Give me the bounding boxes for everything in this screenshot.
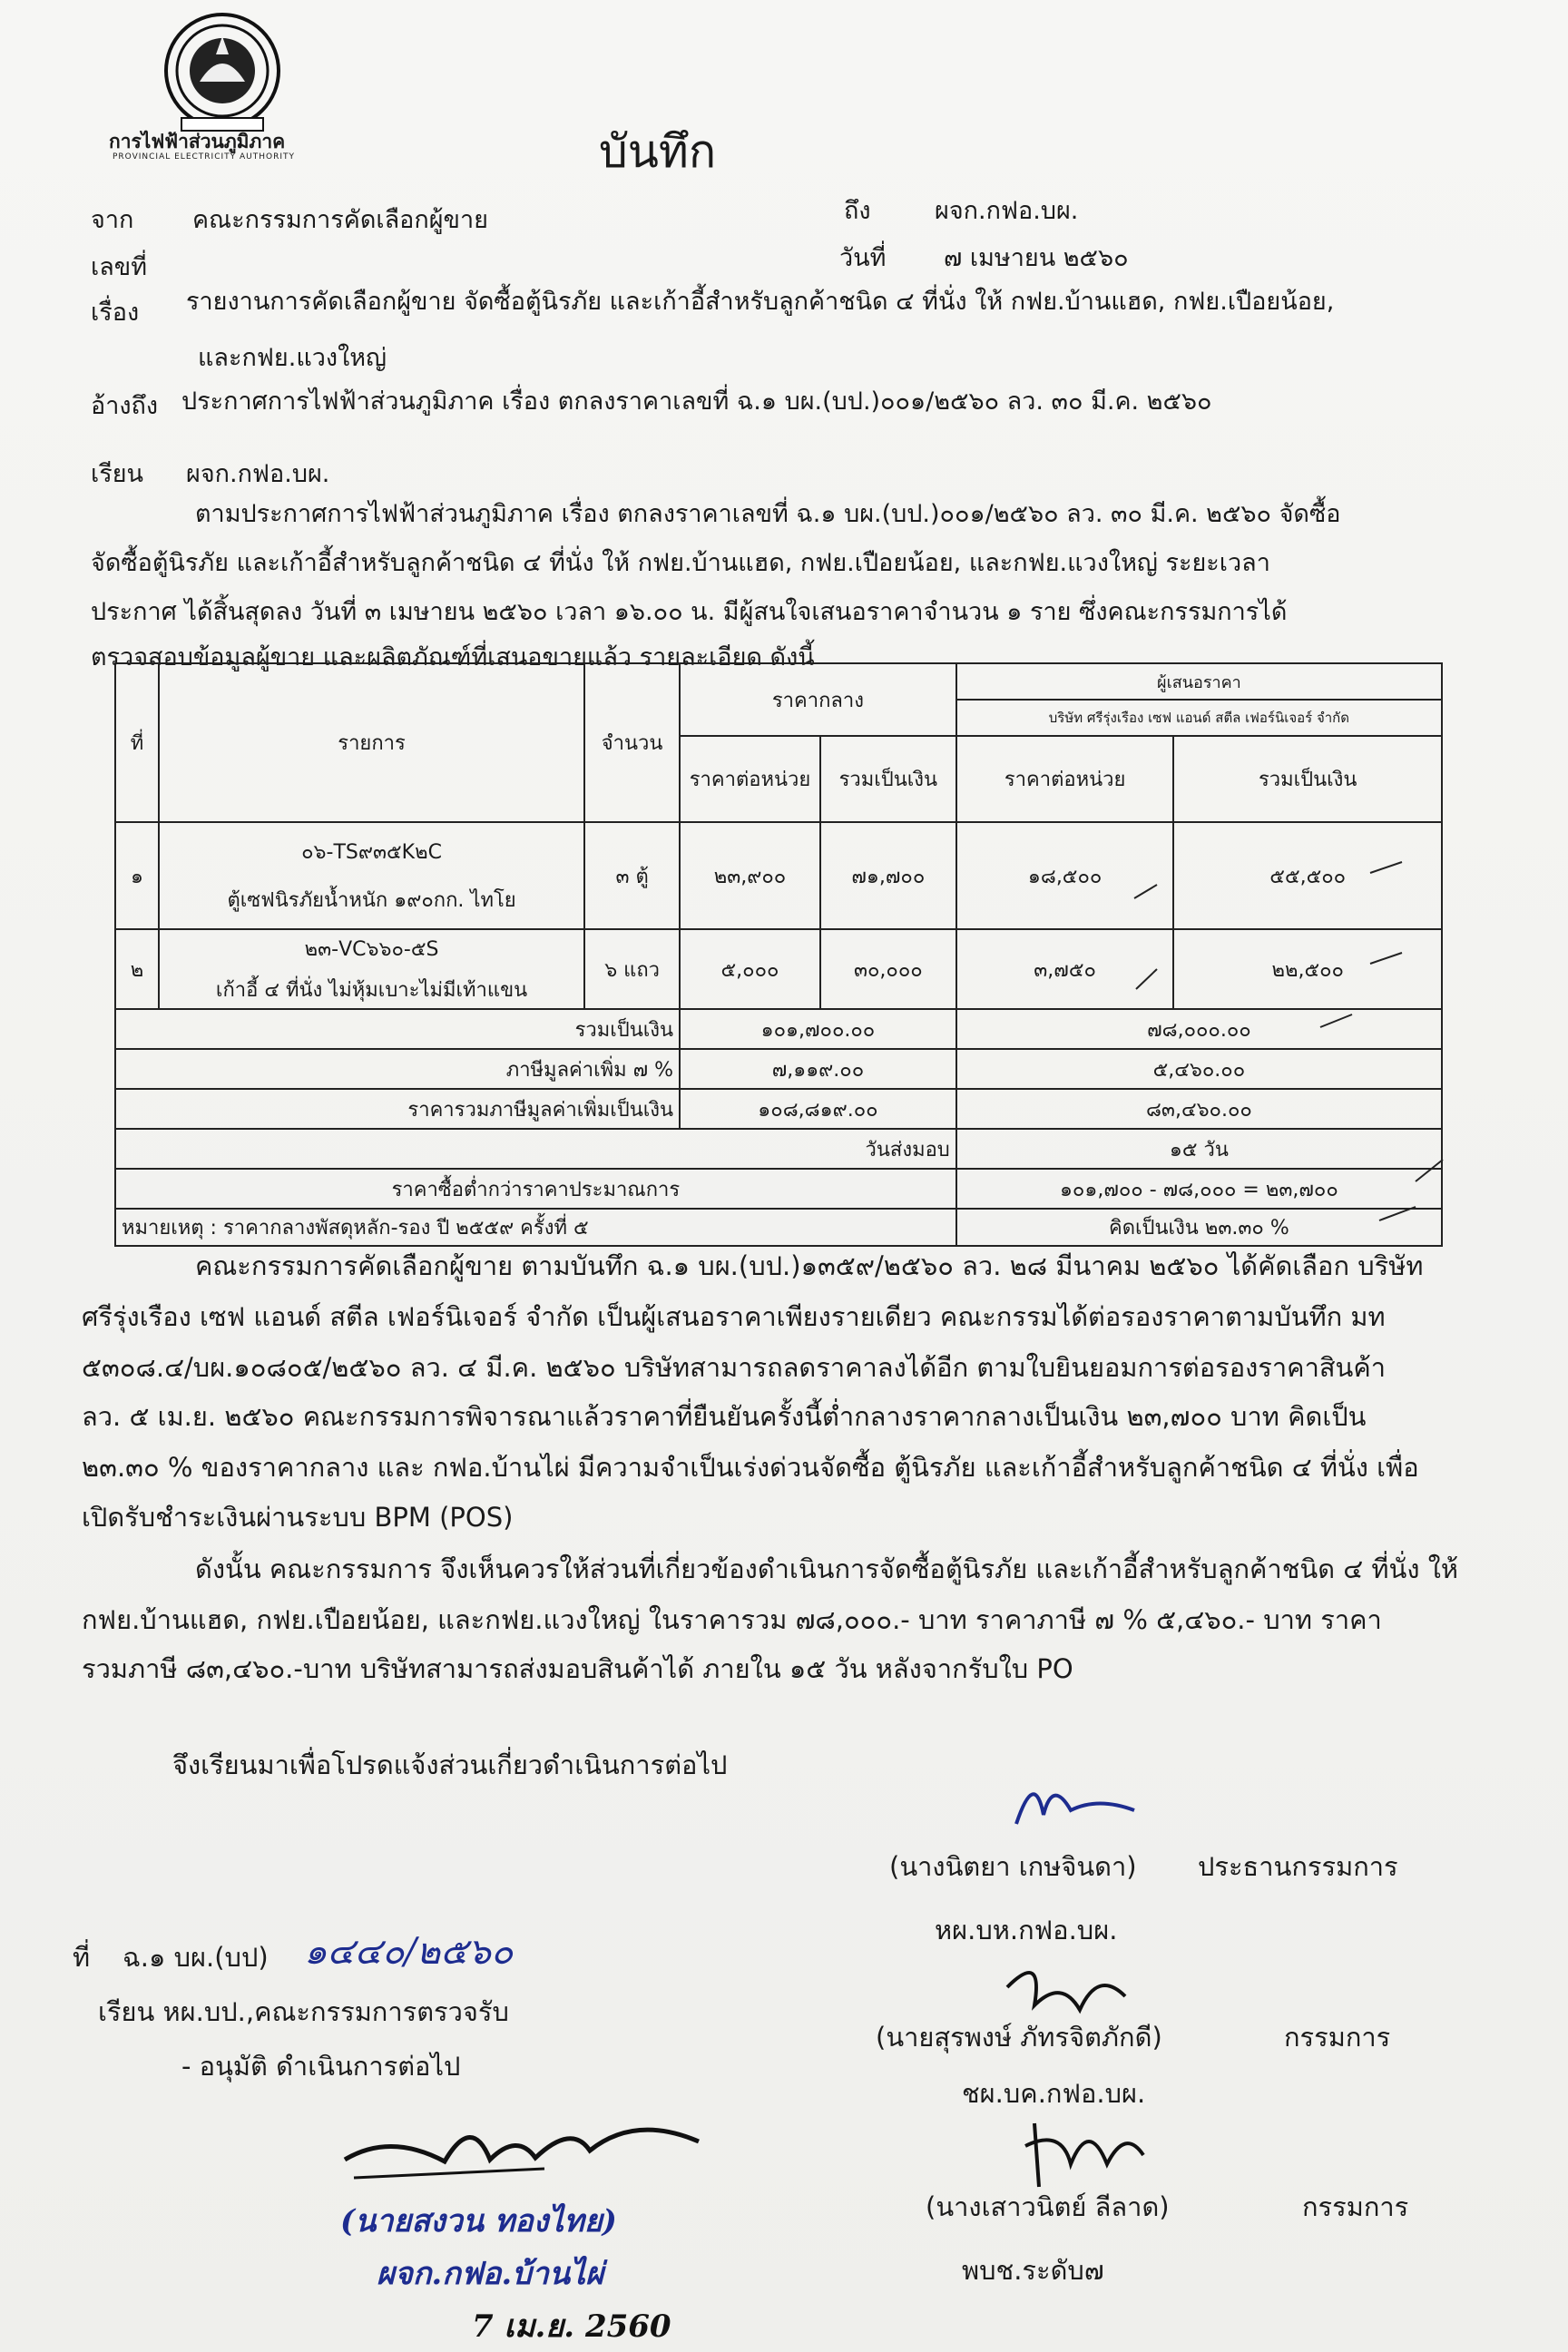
approver-stamp-name: (นายสงวน ทองไทย) xyxy=(340,2203,617,2239)
table-row xyxy=(115,822,1442,929)
row-median-unit: ๒๓,๙๐๐ xyxy=(680,822,820,929)
approver-stamp-title: ผจก.กฟอ.บ้านไผ่ xyxy=(377,2256,604,2292)
body-line: ลว. ๕ เม.ย. ๒๕๖๐ คณะกรรมการพิจารณาแล้วราคาที่ยืนยันครั้งนี้ต่ำกลางราคากลางเป็นเงิน ๒๓,๗๐๐ บาท คิดเป็น xyxy=(82,1401,1367,1432)
item-code: ๐๖-TS๙๓๕K๒C xyxy=(301,841,442,864)
approver-stamp-date: 7 เม.ย. 2560 xyxy=(472,2308,671,2345)
body-line: ๒๓.๓๐ % ของราคากลาง และ กฟอ.บ้านไผ่ มีความจำเป็นเร่งด่วนจัดซื้อ ตู้นิรภัย และเก้าอี้สำหรับลูกค้าชนิด ๔ ที่นั่ง เพื่อ xyxy=(82,1452,1419,1483)
below-value: ๑๐๑,๗๐๐ - ๗๘,๐๐๐ = ๒๓,๗๐๐ xyxy=(956,1169,1442,1209)
ref-value: ประกาศการไฟฟ้าส่วนภูมิภาค เรื่อง ตกลงราคาเลขที่ ฉ.๑ บผ.(บป.)๐๐๑/๒๕๖๐ ลว. ๓๐ มี.ค. ๒๕๖๐ xyxy=(181,387,1212,416)
row-no: ๒ xyxy=(115,929,159,1009)
signatory-position: หผ.บห.กฟอ.บผ. xyxy=(935,1915,1118,1945)
col-header-item: รายการ xyxy=(159,663,584,822)
col-header-no: ที่ xyxy=(115,663,159,822)
memo-title: บันทึก xyxy=(599,125,717,178)
row-median-total: ๗๑,๗๐๐ xyxy=(820,822,956,929)
body-line: ดังนั้น คณะกรรมการ จึงเห็นควรให้ส่วนที่เกี่ยวข้องดำเนินการจัดซื้อตู้นิรภัย และเก้าอี้สำหรับลูกค้าชนิด ๔ ที่นั่ง ให้ xyxy=(195,1553,1459,1584)
signatory-role: ประธานกรรมการ xyxy=(1198,1851,1398,1882)
table-note: หมายเหตุ : ราคากลางพัสดุหลัก-รอง ปี ๒๕๕๙ ครั้งที่ ๕ xyxy=(115,1209,956,1246)
ref-label: อ้างถึง xyxy=(91,392,159,420)
intro-line: ตามประกาศการไฟฟ้าส่วนภูมิภาค เรื่อง ตกลงราคาเลขที่ ฉ.๑ บผ.(บป.)๐๐๑/๒๕๖๐ ลว. ๓๐ มี.ค. ๒๕๖๐ จัดซื้อ xyxy=(195,500,1341,528)
intro-line: ตรวจสอบข้อมูลผู้ขาย และผลิตภัณฑ์ที่เสนอขายแล้ว รายละเอียด ดังนี้ xyxy=(91,643,815,671)
col-header-median: ราคากลาง xyxy=(680,663,956,736)
signature-member-2 xyxy=(1007,2110,1171,2191)
sum-bid: ๗๘,๐๐๐.๐๐ xyxy=(956,1009,1442,1049)
from-label: จาก xyxy=(91,206,134,234)
body-line: ๕๓๐๘.๔/บผ.๑๐๘๐๕/๒๕๖๐ ลว. ๔ มี.ค. ๒๕๖๐ บริษัทสามารถลดราคาลงได้อีก ตามใบยินยอมการต่อรองราคาสินค้า xyxy=(82,1352,1387,1383)
col-header-bid-total: รวมเป็นเงิน xyxy=(1173,736,1442,822)
body-line: คณะกรรมการคัดเลือกผู้ขาย ตามบันทึก ฉ.๑ บผ.(บป.)๑๓๕๙/๒๕๖๐ ลว. ๒๘ มีนาคม ๒๕๖๐ ได้คัดเลือก บริษัท xyxy=(195,1250,1424,1281)
vat-bid: ๕,๔๖๐.๐๐ xyxy=(956,1049,1442,1089)
sum-label: รวมเป็นเงิน xyxy=(115,1009,680,1049)
signatory-role: กรรมการ xyxy=(1284,2022,1391,2053)
approval-no-label: ที่ xyxy=(73,1942,91,1973)
col-header-qty: จำนวน xyxy=(584,663,680,822)
row-item xyxy=(159,929,584,1009)
approval-no-handwritten: ๑๔๔๐/๒๕๖๐ xyxy=(304,1931,514,1973)
col-header-median-total: รวมเป็นเงิน xyxy=(820,736,956,822)
sum-median: ๑๐๑,๗๐๐.๐๐ xyxy=(680,1009,956,1049)
gross-bid: ๘๓,๔๖๐.๐๐ xyxy=(956,1089,1442,1129)
item-desc: เก้าอี้ ๔ ที่นั่ง ไม่หุ้มเบาะไม่มีเท้าแขน xyxy=(215,979,528,1002)
signature-approver xyxy=(336,2096,717,2196)
pea-logo-icon xyxy=(145,9,299,145)
gross-median: ๑๐๘,๘๑๙.๐๐ xyxy=(680,1089,956,1129)
row-no: ๑ xyxy=(115,822,159,929)
subject-line2: และกฟย.แวงใหญ่ xyxy=(198,344,387,372)
signatory-name: (นางเสาวนิตย์ ลีลาด) xyxy=(926,2191,1170,2222)
signatory-name: (นางนิตยา เกษจินดา) xyxy=(889,1851,1137,1882)
row-qty: ๖ แถว xyxy=(584,929,680,1009)
row-qty: ๓ ตู้ xyxy=(584,822,680,929)
org-name-en: PROVINCIAL ELECTRICITY AUTHORITY xyxy=(113,152,295,162)
signatory-position: พบช.ระดับ๗ xyxy=(962,2255,1104,2286)
body-line: ศรีรุ่งเรือง เซฟ แอนด์ สตีล เฟอร์นิเจอร์ จำกัด เป็นผู้เสนอราคาเพียงรายเดียว คณะกรรมได้ต่อรองราคาตามบันทึก มท xyxy=(82,1301,1386,1332)
to-value: ผจก.กฟอ.บผ. xyxy=(935,197,1079,225)
item-code: ๒๓-VC๖๖๐-๕S xyxy=(304,938,439,961)
from-value: คณะกรรมการคัดเลือกผู้ขาย xyxy=(192,206,488,234)
approval-action: - อนุมัติ ดำเนินการต่อไป xyxy=(181,2051,461,2082)
row-bid-unit: ๓,๗๕๐ xyxy=(956,929,1174,1009)
gross-label: ราคารวมภาษีมูลค่าเพิ่มเป็นเงิน xyxy=(115,1089,680,1129)
row-bid-unit: ๑๘,๕๐๐ xyxy=(956,822,1174,929)
delivery-label: วันส่งมอบ xyxy=(115,1129,956,1169)
row-median-total: ๓๐,๐๐๐ xyxy=(820,929,956,1009)
delivery-value: ๑๕ วัน xyxy=(956,1129,1442,1169)
salutation-value: ผจก.กฟอ.บผ. xyxy=(186,460,330,488)
signatory-position: ชผ.บค.กฟอ.บผ. xyxy=(962,2078,1146,2109)
salutation-label: เรียน xyxy=(91,460,144,488)
vat-label: ภาษีมูลค่าเพิ่ม ๗ % xyxy=(115,1049,680,1089)
col-header-median-unit: ราคาต่อหน่วย xyxy=(680,736,820,822)
item-desc: ตู้เซฟนิรภัยน้ำหนัก ๑๙๐กก. ไทโย xyxy=(227,889,516,912)
intro-line: ประกาศ ได้สิ้นสุดลง วันที่ ๓ เมษายน ๒๕๖๐ เวลา ๑๖.๐๐ น. มีผู้สนใจเสนอราคาจำนวน ๑ ราย ซึ่งคณะกรรมการได้ xyxy=(91,598,1288,626)
vat-median: ๗,๑๑๙.๐๐ xyxy=(680,1049,956,1089)
row-median-unit: ๕,๐๐๐ xyxy=(680,929,820,1009)
price-table xyxy=(114,662,1443,1247)
row-bid-total: ๒๒,๕๐๐ xyxy=(1173,929,1442,1009)
row-bid-total: ๕๕,๕๐๐ xyxy=(1173,822,1442,929)
body-line: เปิดรับชำระเงินผ่านระบบ BPM (POS) xyxy=(82,1502,514,1533)
org-name-th: การไฟฟ้าส่วนภูมิภาค xyxy=(109,131,286,152)
table-row xyxy=(115,929,1442,1009)
closing-line: จึงเรียนมาเพื่อโปรดแจ้งส่วนเกี่ยวดำเนินการต่อไป xyxy=(172,1749,728,1780)
below-label: ราคาซื้อต่ำกว่าราคาประมาณการ xyxy=(115,1169,956,1209)
intro-line: จัดซื้อตู้นิรภัย และเก้าอี้สำหรับลูกค้าชนิด ๔ ที่นั่ง ให้ กฟย.บ้านแฮด, กฟย.เปือยน้อย, และกฟย.แวงใหญ่ ระยะเวลา xyxy=(91,549,1270,577)
signatory-name: (นายสุรพงษ์ ภัทรจิตภักดี) xyxy=(876,2022,1162,2053)
col-header-bid-unit: ราคาต่อหน่วย xyxy=(956,736,1174,822)
to-label: ถึง xyxy=(844,197,871,225)
body-line: รวมภาษี ๘๓,๔๖๐.-บาท บริษัทสามารถส่งมอบสินค้าได้ ภายใน ๑๕ วัน หลังจากรับใบ PO xyxy=(82,1653,1073,1684)
signatory-role: กรรมการ xyxy=(1302,2191,1409,2222)
number-label: เลขที่ xyxy=(91,253,148,281)
signature-chair xyxy=(980,1760,1161,1842)
col-header-bidder: ผู้เสนอราคา xyxy=(956,663,1442,700)
percent-value: คิดเป็นเงิน ๒๓.๓๐ % xyxy=(956,1209,1442,1246)
date-value: ๗ เมษายน ๒๕๖๐ xyxy=(944,244,1129,272)
approval-to-line: เรียน หผ.บป.,คณะกรรมการตรวจรับ xyxy=(98,1996,509,2027)
approval-no-prefix: ฉ.๑ บผ.(บป) xyxy=(122,1942,269,1973)
row-item xyxy=(159,822,584,929)
body-line: กฟย.บ้านแฮด, กฟย.เปือยน้อย, และกฟย.แวงใหญ่ ในราคารวม ๗๘,๐๐๐.- บาท ราคาภาษี ๗ % ๕,๔๖๐.- บาท ราคา xyxy=(82,1604,1382,1635)
subject-label: เรื่อง xyxy=(91,299,140,327)
subject-line1: รายงานการคัดเลือกผู้ขาย จัดซื้อตู้นิรภัย และเก้าอี้สำหรับลูกค้าชนิด ๔ ที่นั่ง ให้ กฟย.บ้านแฮด, กฟย.เปือยน้อย, xyxy=(186,288,1335,316)
bidder-name: บริษัท ศรีรุ่งเรือง เซฟ แอนด์ สตีล เฟอร์นิเจอร์ จำกัด xyxy=(956,700,1442,736)
date-label: วันที่ xyxy=(839,244,887,272)
